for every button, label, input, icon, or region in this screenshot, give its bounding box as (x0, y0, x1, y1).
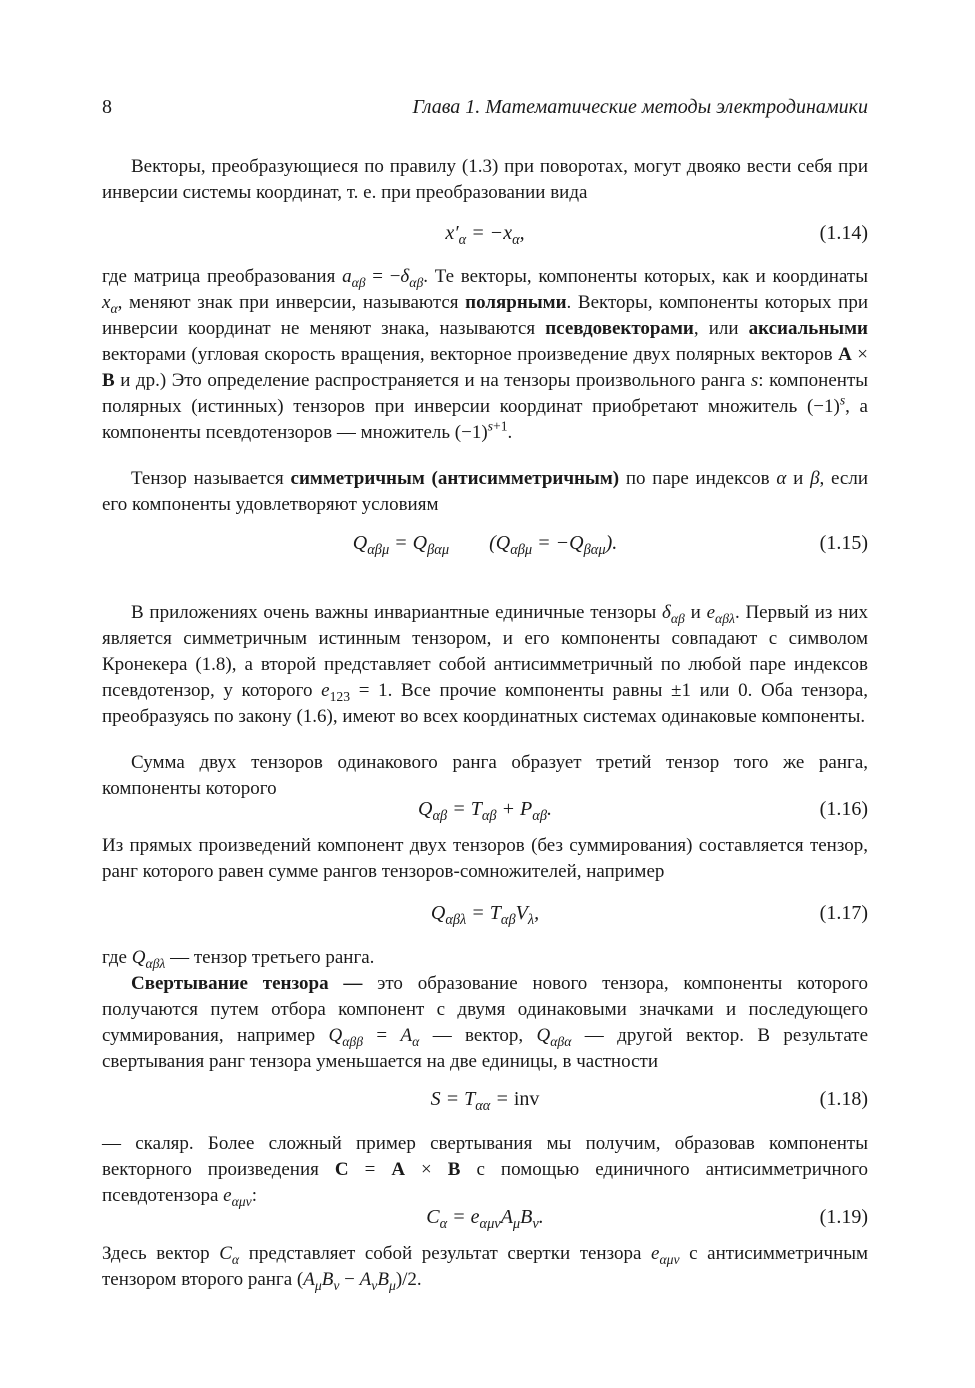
paragraph-contraction-result: Здесь вектор $C_\alpha$ представляет собой результат свертки тензора $e_{\alpha\mu\nu}$ с антисимметричным тензором второго ранга $(A_\mu B_\nu - A_\nu B_\mu)/2$. (102, 1243, 869, 1293)
equation-number: (1.18) (819, 1088, 868, 1110)
running-title: Глава 1. Математические методы электродинамики (412, 96, 868, 118)
term-symmetric: симметричным (антисимметричным) (290, 468, 620, 489)
equation-number: (1.17) (819, 902, 868, 924)
paragraph-unit-tensors: В приложениях очень важны инвариантные единичные тензоры $\delta_{\alpha\beta}$ и $e_{\alpha\beta\lambda}$. Первый из них является симметричным истинным тензором, и его компоненты совпадают с символом Кронекера (1.8), а второй представляет собой антисимметричный по любой паре индексов псевдотензор, у которого $e_{123} = 1$. Все прочие компоненты равны ±1 или 0. Оба тензора, преобразуясь по закону (1.6), имеют во всех координатных системах одинаковые компоненты. (102, 602, 869, 727)
equation-1-15: $Q_{\alpha\beta\mu} = Q_{\beta\alpha\mu}$ $(Q_{\alpha\beta\mu} = -Q_{\beta\alpha\mu})$. (1.15) (352, 532, 868, 558)
term-axial: аксиальными (748, 318, 868, 339)
paragraph-third-rank: где $Q_{\alpha\beta\lambda}$ — тензор третьего ранга. (102, 947, 375, 971)
paragraph-vector-inversion: Векторы, преобразующиеся по правилу (1.3) при поворотах, могут двояко вести себя при инверсии системы координат, т. е. при преобразовании вида (102, 156, 868, 203)
term-polar: полярными (465, 292, 567, 313)
page-number: 8 (102, 96, 112, 118)
term-contraction: Свертывание тензора — (131, 973, 363, 994)
page-header (102, 96, 868, 124)
paragraph-direct-product: Из прямых произведений компонент двух тензоров (без суммирования) составляется тензор, ранг которого равен сумме рангов тензоров-сомножителей, например (102, 835, 868, 882)
equation-1-16: $Q_{\alpha\beta} = T_{\alpha\beta} + P_{\alpha\beta}$. (1.16) (418, 798, 868, 824)
equation-number: (1.14) (819, 222, 868, 244)
paragraph-polar-vectors: где матрица преобразования $a_{\alpha\beta} = -\delta_{\alpha\beta}$. Те векторы, компоненты которых, как и координаты $x_\alpha$, меняют знак при инверсии, называются полярными. Векторы, компоненты которых при инверсии координат не меняют знака, называются псевдовекторами, или аксиальными векторами (угловая скорость вращения, векторное произведение двух полярных векторов A × B и др.) Это определение распространяется и на тензоры произвольного ранга s: компоненты полярных (истинных) тензоров при инверсии координат приобретают множитель $(-1)^s$, а компоненты псевдотензоров — множитель $(-1)^{s+1}$. (102, 266, 869, 443)
equation-number: (1.16) (819, 798, 868, 820)
equation-1-18: $S = T_{\alpha\alpha}$ = inv (1.18) (430, 1088, 868, 1114)
equation-1-14: $x'_\alpha = -x_\alpha$, (1.14) (445, 222, 868, 248)
paragraph-contraction: Свертывание тензора — это образование нового тензора, компоненты которого получаются путем отбора компонент с двумя одинаковыми значками и последующего суммирования, например $Q_{\alpha\beta\beta} = A_\alpha$ — вектор, $Q_{\alpha\beta\alpha}$ — другой вектор. В результате свертывания ранг тензора уменьшается на две единицы, в частности (102, 973, 869, 1072)
equation-number: (1.19) (819, 1206, 868, 1228)
term-pseudovector: псевдовекторами (545, 318, 694, 339)
equation-1-17: $Q_{\alpha\beta\lambda} = T_{\alpha\beta}V_\lambda$, (1.17) (430, 902, 868, 928)
equation-1-19: $C_\alpha = e_{\alpha\mu\nu}A_\mu B_\nu$. (1.19) (426, 1206, 868, 1232)
paragraph-vector-product: — скаляр. Более сложный пример свертывания мы получим, образовав компоненты векторного произведения C = A × B с помощью единичного антисимметричного псевдотензора $e_{\alpha\mu\nu}$: (102, 1133, 869, 1209)
equation-number: (1.15) (819, 532, 868, 554)
paragraph-symmetric-tensor: Тензор называется симметричным (антисимметричным) по паре индексов α и β, если его компоненты удовлетворяют условиям (102, 468, 869, 515)
paragraph-tensor-sum: Сумма двух тензоров одинакового ранга образует третий тензор того же ранга, компоненты которого (102, 752, 868, 799)
